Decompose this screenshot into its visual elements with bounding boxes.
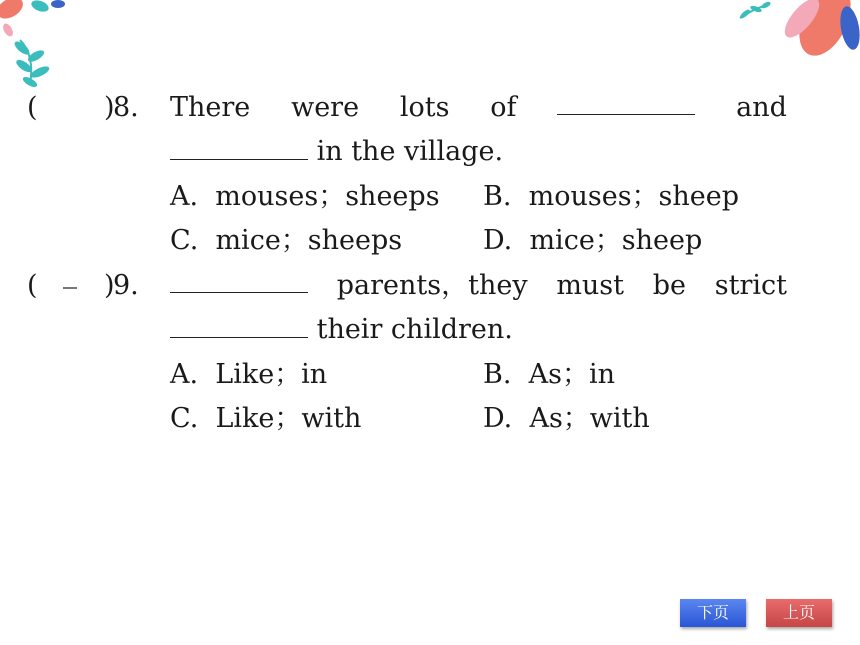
question-9-line-1 [0,264,860,308]
answer-blank [557,86,695,115]
answer-mark [63,287,77,289]
stem-word: and [736,92,787,123]
option-c [170,397,361,441]
option-a [170,175,440,219]
option-a [170,353,327,397]
question-8-options-row-2 [0,219,860,263]
option-label: D. [483,403,513,434]
option-label: A. [170,181,199,212]
answer-paren-close: ) [104,270,115,301]
question-number: 9. [113,270,139,301]
option-label: A. [170,359,199,390]
question-9-line-2 [0,308,860,352]
previous-page-button[interactable]: 上页 [766,599,832,627]
question-8-options-row-1 [0,175,860,219]
stem-word: lots [399,92,450,123]
stem-word: were [291,92,360,123]
question-8-line-1 [0,86,860,130]
answer-paren-close: ) [104,92,115,123]
floral-corner-left-icon [0,0,80,95]
answer-paren-open: ( [27,270,38,301]
stem-word: There [170,92,251,123]
stem-text: their children. [316,314,513,345]
answer-blank [170,264,308,293]
stem-word: strict [714,270,787,301]
option-text: mouses；sheep [528,181,740,212]
stem-word: parents，they [336,270,528,301]
option-text: mice；sheeps [215,225,403,256]
question-number: 8. [113,92,139,123]
option-label: C. [170,403,199,434]
question-8-stem [170,86,787,130]
option-d [483,397,650,441]
question-9-stem [170,264,787,308]
next-page-button[interactable]: 下页 [680,599,746,627]
question-8-stem-cont [170,130,503,174]
option-text: As；in [528,359,615,390]
option-text: mice；sheep [529,225,703,256]
question-9-options-row-1 [0,353,860,397]
stem-text: in the village. [316,136,504,167]
option-label: B. [483,181,512,212]
option-d [483,219,702,263]
question-8-line-2 [0,130,860,174]
option-text: As；with [529,403,650,434]
option-text: mouses；sheeps [215,181,440,212]
question-9-stem-cont [170,308,513,352]
option-text: Like；with [215,403,362,434]
option-c [170,219,402,263]
answer-blank [170,309,308,338]
option-label: C. [170,225,199,256]
option-label: D. [483,225,513,256]
answer-paren-open: ( [27,92,38,123]
option-text: Like；in [215,359,328,390]
stem-word: be [652,270,687,301]
answer-blank [170,131,308,160]
stem-word: must [556,270,625,301]
stem-word: of [490,92,517,123]
option-b [483,175,739,219]
option-label: B. [483,359,512,390]
option-b [483,353,615,397]
question-9-options-row-2 [0,397,860,441]
floral-corner-right-icon [730,0,860,75]
